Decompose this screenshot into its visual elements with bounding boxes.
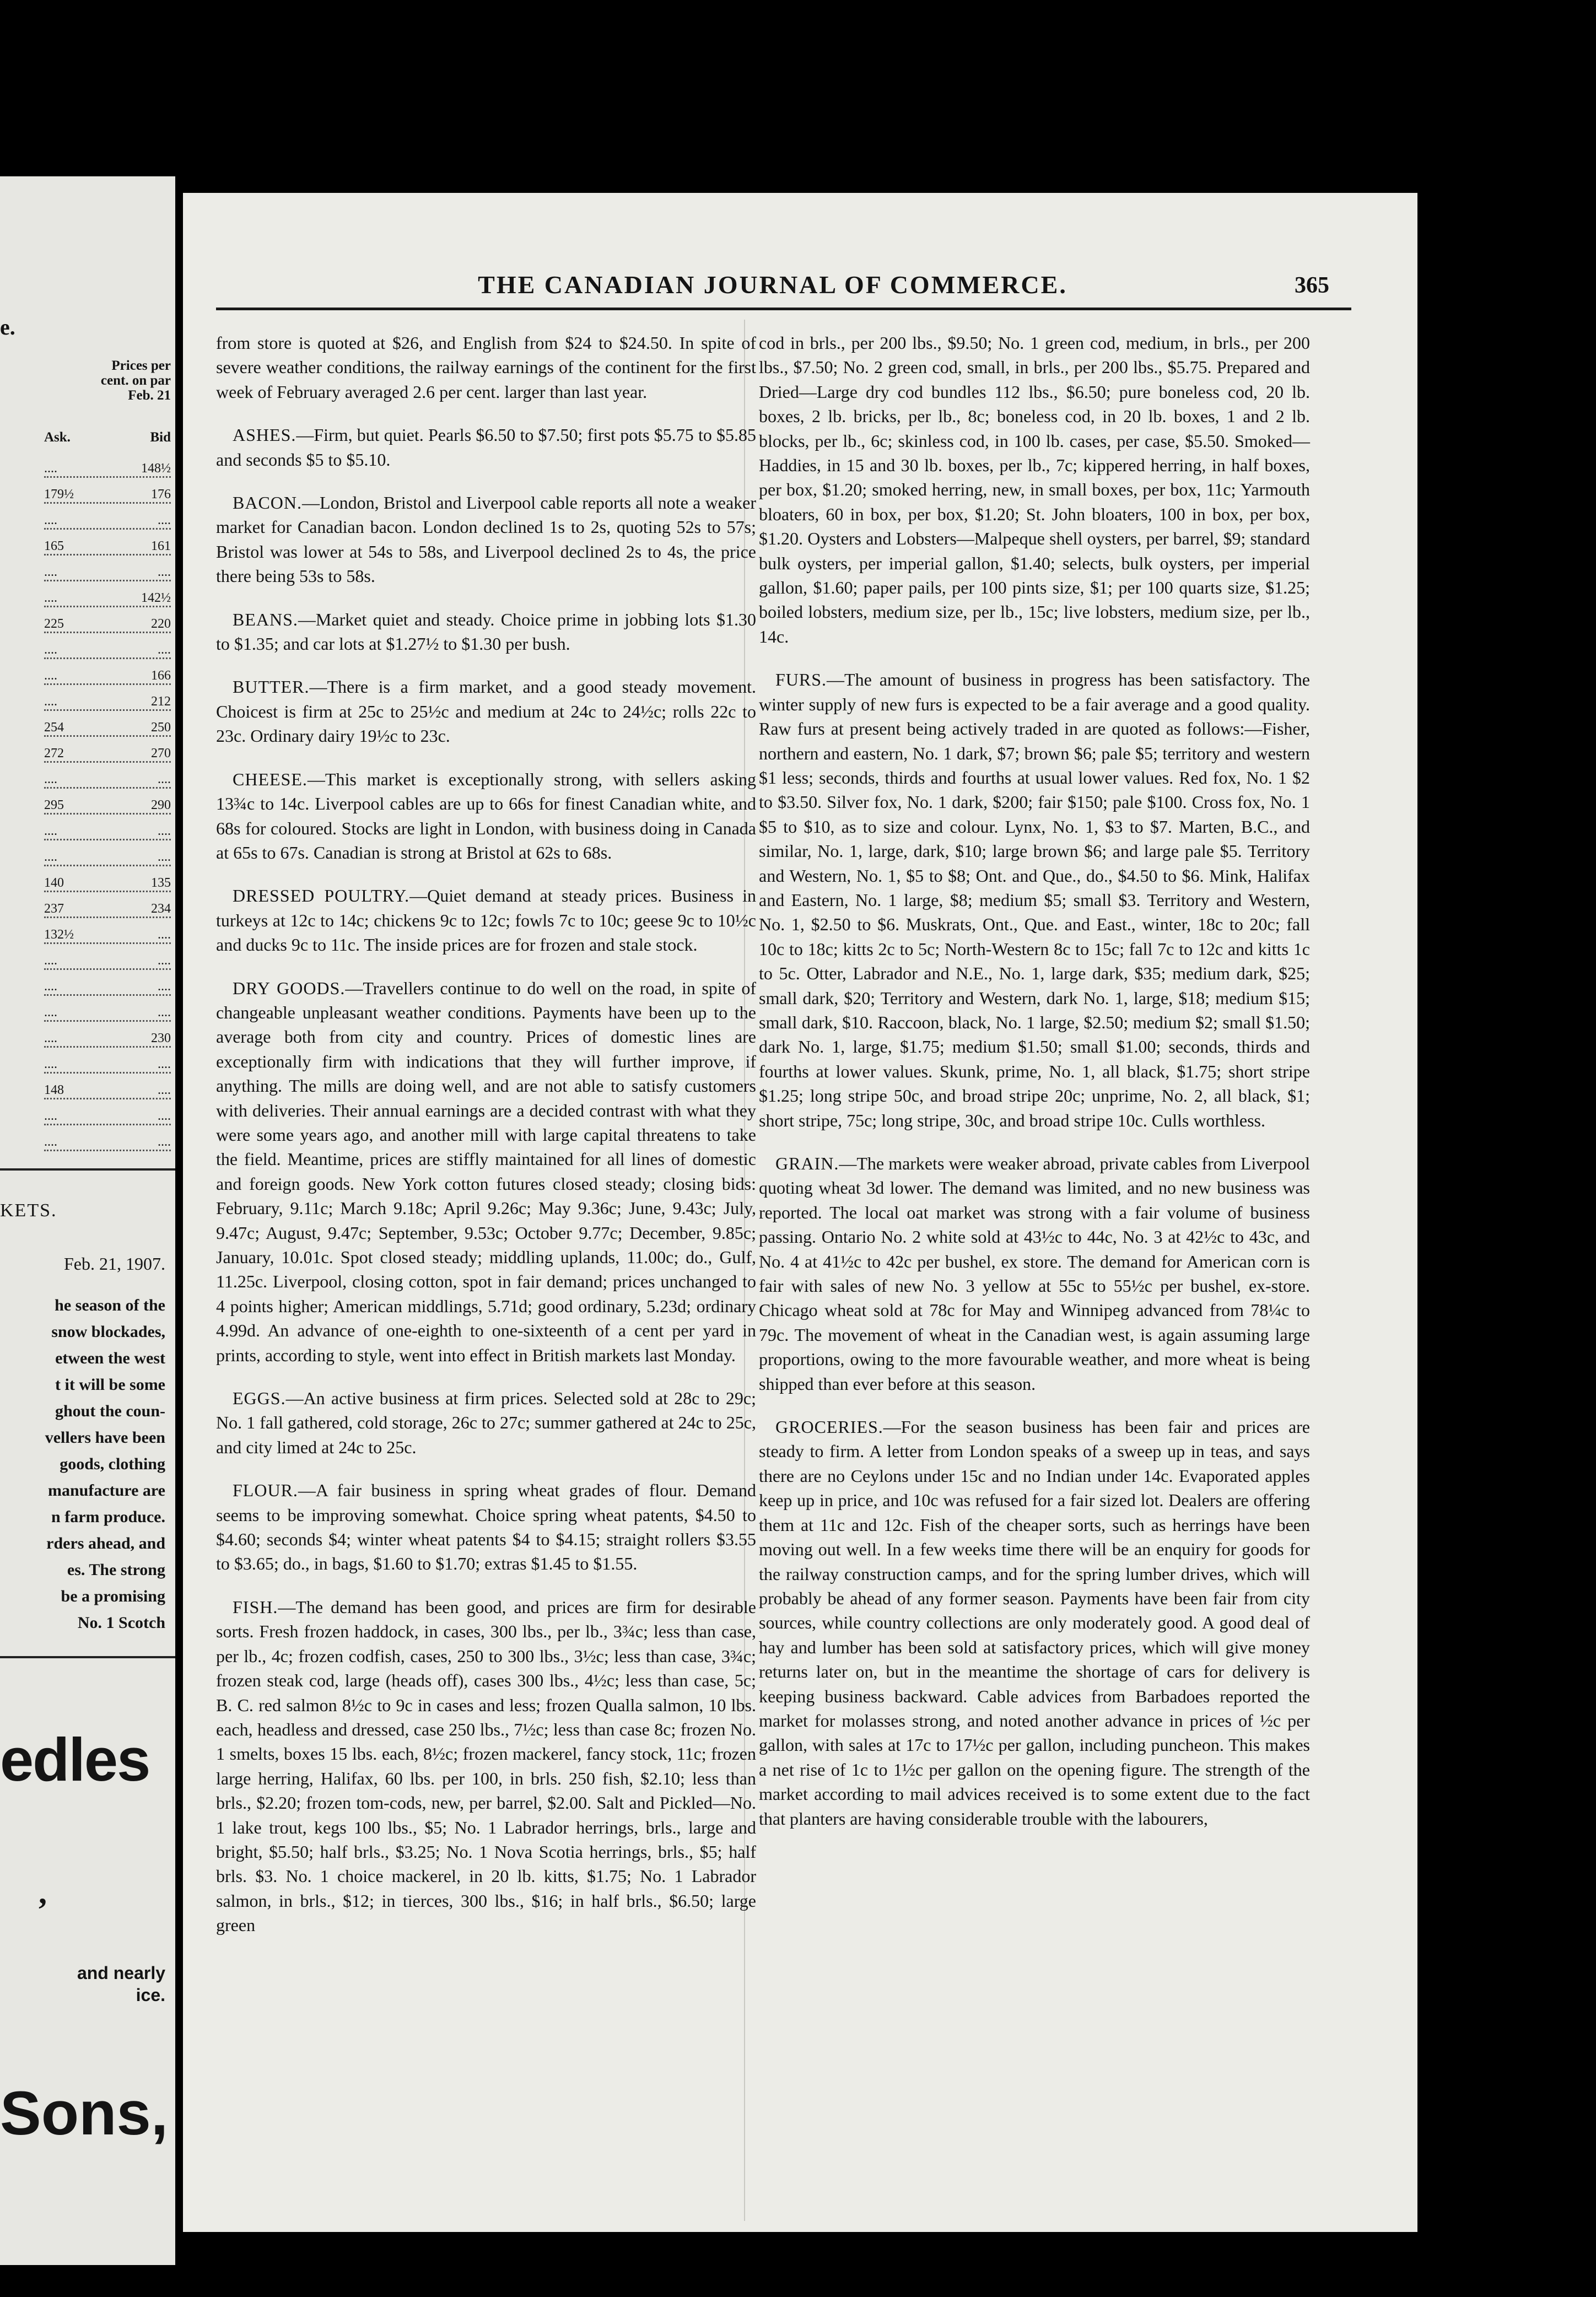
ask-value: .... (44, 772, 57, 786)
ask-value: 179½ (44, 487, 74, 502)
left-text-line: be a promising (61, 1587, 165, 1605)
ad-sons-fragment: Sons, (0, 2079, 168, 2148)
left-text-line: No. 1 Scotch (77, 1614, 165, 1632)
markets-heading-fragment: KETS. (0, 1200, 57, 1221)
ask-value: .... (44, 1057, 57, 1071)
bid-header: Bid (150, 430, 171, 445)
ask-value: 225 (44, 617, 64, 631)
left-text-line: n farm produce. (51, 1508, 165, 1526)
price-row (44, 685, 171, 711)
article-paragraph (216, 675, 756, 748)
section-heading: ASHES. (233, 425, 296, 445)
bid-value: 148½ (141, 461, 171, 476)
paragraph-text: —The markets were weaker abroad, private cables from Liverpool quoting wheat 3d lower. The demand was limited, and no new business was reported. The local oat market was strong with a fair volume of business passing. Ontario No. 2 white sold at 43½c to 44c, No. 3 at 42½c to 43c, and No. 4 at 41½c to 42c per bushel, ex store. The demand for American corn is fair with sales of new No. 3 yellow at 55c to 55½c per bushel, ex-store. Chicago wheat sold at 78c for May and Winnipeg advanced from 78¼c to 79c. The movement of wheat in the Canadian west, is again assuming large proportions, owing to the more favourable weather, and more wheat is being shipped than ever before at this season. (759, 1153, 1310, 1394)
bid-value: 270 (151, 746, 171, 761)
gutter (175, 0, 183, 2297)
article-paragraph (759, 1415, 1310, 1831)
price-row (44, 944, 171, 970)
price-row (44, 556, 171, 581)
article-paragraph (216, 331, 756, 404)
section-heading: EGGS. (233, 1388, 286, 1409)
price-row (44, 789, 171, 815)
prices-heading-line: cent. on par (100, 373, 171, 388)
paragraph-text: —The amount of business in progress has been satisfactory. The winter supply of new furs is expected to be a fair average and a good quality. Raw furs at present being actively traded in are quoted as follows:—Fisher, northern and eastern, No. 1 dark, $7; brown $6; pale $5; territory and western $1 less; seconds, thirds and fourths at usual lower values. Red fox, No. 1 $2 to $3.50. Silver fox, No. 1 dark, $200; fair $150; pale $100. Cross fox, No. 1 $5 to $10, as to size and colour. Lynx, No. 1, $3 to $7. Marten, B.C., and similar, No. 1, large, dark, $10; large brown $6; and large pale $5. Territory and Western, No. 1, $5 to $8; Ont. and Que., do., $4.50 to $6. Mink, Halifax and Eastern, No. 1 large, $8; medium $5; small $3. Territory and Western, No. 1, $2.50 to $6. Muskrats, Ont., Que. and East., winter, 18c to 20c; fall 10c to 18c; kitts 2c to 5c; North-Western 8c to 15c; fall 7c to 12c and kitts 1c to 5c. Otter, Labrador and N.E., No. 1, large dark, $35; medium dark, $25; small dark, $20; Territory and Western, dark No. 1, large, $18; medium $15; small dark, $10. Raccoon, black, No. 1 large, $2.50; medium $2; small $1.50; dark No. 1, large, $1.75; medium $1.50; small $1.00; seconds, thirds and fourths at lower values. Skunk, prime, No. 1, all black, $1.75; short stripe $1.25; long stripe 50c, and broad stripe 20c; unprime, No. 2, all black, $1; short stripe, 75c; long stripe, 30c, and broad stripe 10c. Culls worthless. (759, 670, 1310, 1130)
section-heading: FISH. (233, 1597, 278, 1617)
prices-heading-line: Feb. 21 (128, 388, 171, 403)
left-text-line: manufacture are (47, 1481, 165, 1500)
ask-value: .... (44, 1109, 57, 1123)
section-heading: DRESSED POULTRY. (233, 886, 410, 906)
ask-header: Ask. (44, 430, 71, 445)
article-paragraph (216, 490, 756, 589)
article-paragraph (759, 667, 1310, 1133)
ad-text-line: and nearly (77, 1963, 165, 1983)
ask-value: .... (44, 1005, 57, 1020)
bid-value: .... (158, 565, 171, 579)
prices-heading-line: Prices per (111, 358, 171, 373)
article-paragraph (216, 883, 756, 957)
bid-value: .... (158, 928, 171, 942)
left-text-line: etween the west (55, 1349, 165, 1367)
article-paragraph (216, 1386, 756, 1459)
price-row (44, 1074, 171, 1099)
price-row (44, 1022, 171, 1048)
left-facing-page (0, 176, 175, 2265)
bid-value: .... (158, 513, 171, 527)
ask-value: .... (44, 824, 57, 838)
price-row (44, 607, 171, 633)
price-row (44, 815, 171, 840)
bid-value: 290 (151, 798, 171, 812)
ask-value: 272 (44, 746, 64, 761)
article-paragraph (216, 423, 756, 472)
price-row (44, 504, 171, 530)
ask-value: 132½ (44, 928, 74, 942)
left-column (216, 331, 756, 1956)
section-heading: GROCERIES. (775, 1417, 883, 1437)
journal-title: THE CANADIAN JOURNAL OF COMMERCE. (478, 271, 1067, 299)
ask-value: 237 (44, 902, 64, 916)
paragraph-text: —Travellers continue to do well on the road, in spite of changeable unpleasant weather conditions. Payments have been up to the average both from city and country. Prices of domestic lines are exceptionally firm with indications that they will further improve, if anything. The mills are doing well, and are not able to satisfy customers with deliveries. Their annual earnings are a decided contrast with what they were some years ago, and another mill with large capital threatens to take the field. Meantime, prices are stiffly maintained for all lines of domestic and foreign goods. New York cotton futures closed steady; closing bids: February, 9.11c; March 9.18c; April 9.26c; May 9.36c; June, 9.43c; July, 9.47c; August, 9.47c; September, 9.53c; October 9.77c; December, 9.85c; January, 10.01c. Spot closed steady; middling uplands, 11.00c; do., Gulf, 11.25c. Liverpool, closing cotton, spot in fair demand; prices unchanged to 4 points higher; American middlings, 5.71d; good ordinary, 5.23d; ordinary 4.99d. An advance of one-eighth to one-sixteenth of a cent per yard in prints, according to style, went into effect in British markets last Monday. (216, 978, 757, 1365)
bid-value: 161 (151, 539, 171, 553)
bid-value: 234 (151, 902, 171, 916)
ad-text-line: ice. (136, 1985, 165, 2005)
bid-value: .... (158, 1135, 171, 1149)
paragraph-text: —An active business at firm prices. Selected sold at 28c to 29c; No. 1 fall gathered, cold storage, 26c to 27c; summer gathered at 24c to 25c, and city limed at 24c to 25c. (216, 1388, 756, 1457)
bid-value: .... (158, 772, 171, 786)
section-heading: GRAIN. (775, 1153, 839, 1173)
price-row (44, 711, 171, 737)
left-text-line: snow blockades, (51, 1323, 165, 1341)
paragraph-text: cod in brls., per 200 lbs., $9.50; No. 1 green cod, medium, in brls., per 200 lbs., $7.50; No. 2 green cod, small, in brls., per 200 lbs., $5.75. Prepared and Dried—Large dry cod bundles 112 lbs., $6.50; pure boneless cod, 20 lb. boxes, 2 lb. bricks, per lb., 8c; boneless cod, in 20 lb. boxes, 1 and 2 lb. blocks, per lb., 6c; skinless cod, in 100 lb. cases, per case, $5.50. Smoked—Haddies, in 15 and 30 lb. boxes, per lb., 7c; kippered herring, in half boxes, per box, $1.20; smoked herring, new, in small boxes, per box, 11c; Yarmouth bloaters, 60 in box, per box, $1.20; St. John bloaters, 100 in box, per box, $1.20. Oysters and Lobsters—Malpeque shell oysters, per barrel, $9; standard bulk oysters, per imperial gallon, $1.40; selects, bulk oysters, per imperial gallon, $1.60; paper pails, per 100 pints size, $1; per 100 quarts size, $1.25; boiled lobsters, medium size, per lb., 15c; live lobsters, medium size, per lb., 14c. (759, 333, 1310, 646)
price-row (44, 840, 171, 866)
paragraph-text: —Firm, but quiet. Pearls $6.50 to $7.50; first pots $5.75 to $5.85 and seconds $5 to $5.10. (216, 425, 756, 470)
left-text-line: rders ahead, and (46, 1534, 165, 1552)
left-text-line: es. The strong (67, 1561, 165, 1579)
article-paragraph (216, 607, 756, 656)
bid-value: 212 (151, 694, 171, 709)
ask-value: 165 (44, 539, 64, 553)
page-number: 365 (1295, 273, 1329, 298)
bid-value: 230 (151, 1031, 171, 1045)
ask-value: .... (44, 461, 57, 476)
article-paragraph (216, 976, 756, 1368)
bid-value: 176 (151, 487, 171, 502)
bid-value: 135 (151, 876, 171, 890)
ask-value: .... (44, 565, 57, 579)
price-row (44, 633, 171, 659)
ask-value: .... (44, 591, 57, 605)
ask-value: .... (44, 513, 57, 527)
ask-value: 148 (44, 1083, 64, 1097)
ad-comma: , (39, 1874, 47, 1911)
paragraph-text: —There is a firm market, and a good steady movement. Choicest is firm at 25c to 25½c and medium at 24c to 24½c; rolls 22c to 23c. Ordinary dairy 19½c to 23c. (216, 677, 756, 746)
bid-value: .... (158, 824, 171, 838)
paragraph-text: from store is quoted at $26, and English from $24 to $24.50. In spite of severe weather conditions, the railway earnings of the continent for the first week of February averaged 2.6 per cent. larger than last year. (216, 333, 756, 402)
bid-value: 166 (151, 668, 171, 683)
paragraph-text: —A fair business in spring wheat grades of flour. Demand seems to be improving somewhat. Choice spring wheat patents, $4.50 to $4.60; seconds $4; winter wheat patents $4 to $4.15; straight rollers $3.55 to $3.65; do., in bags, $1.60 to $1.70; extras $1.45 to $1.55. (216, 1480, 756, 1574)
ad-text (0, 1962, 165, 2006)
price-row (44, 996, 171, 1022)
bid-value: 220 (151, 617, 171, 631)
bid-value: .... (158, 1057, 171, 1071)
price-row (44, 530, 171, 556)
paragraph-text: —This market is exceptionally strong, with sellers asking 13¾c to 14c. Liverpool cables are up to 66s for finest Canadian white, and 68s for coloured. Stocks are light in London, with business doing in Canada at 65s to 67s. Canadian is strong at Bristol at 62s to 68s. (216, 769, 756, 862)
bid-value: .... (158, 979, 171, 994)
left-text-line: vellers have been (45, 1428, 165, 1447)
section-heading: CHEESE. (233, 769, 308, 789)
ask-value: 140 (44, 876, 64, 890)
bid-value: .... (158, 850, 171, 864)
article-paragraph (759, 331, 1310, 649)
price-row (44, 918, 171, 944)
price-row (44, 866, 171, 892)
price-row (44, 970, 171, 996)
section-heading: BUTTER. (233, 677, 310, 697)
bid-value: .... (158, 953, 171, 968)
paragraph-text: —The demand has been good, and prices are firm for desirable sorts. Fresh frozen haddock, in cases, 300 lbs., per lb., 3¾c; less than case, per lb., 4c; frozen codfish, cases, 250 to 300 lbs., 3½c; less than case, 3¾c; frozen steak cod, large (heads off), cases 300 lbs., 4½c; less than case, 5c; B. C. red salmon 8½c to 9c in cases and less; frozen Qualla salmon, 10 lbs. each, headless and dressed, case 250 lbs., 7½c; less than case 8c; frozen No. 1 smelts, boxes 15 lbs. each, 8½c; frozen mackerel, fancy stock, 11c; frozen large herring, Halifax, 60 lbs. per 100, in brls. 250 fish, $2.10; less than brls., $2.20; frozen tom-cods, new, per barrel, $2.00. Salt and Pickled—No. 1 lake trout, kegs 100 lbs., $5; No. 1 Labrador herrings, brls., large and bright, $5.50; half brls., $3.25; No. 1 Nova Scotia herrings, brls., $5; half brls. $3. No. 1 choice mackerel, in 20 lb. kitts, $1.75; No. 1 Labrador salmon, in brls., $12; in tierces, 300 lbs., $16; in half brls., $6.50; large green (216, 1597, 756, 1935)
header-rule (216, 308, 1351, 310)
paragraph-text: —London, Bristol and Liverpool cable reports all note a weaker market for Canadian bacon. London declined 1s to 2s, quoting 52s to 57s; Bristol was lower at 54s to 58s, and Liverpool declined 2s to 4s, the price there being 53s to 58s. (216, 493, 756, 586)
right-column (759, 331, 1310, 1850)
price-row (44, 1099, 171, 1125)
ask-value: .... (44, 1031, 57, 1045)
price-row (44, 659, 171, 685)
ask-value: 295 (44, 798, 64, 812)
left-text-line: he season of the (55, 1296, 165, 1314)
price-row (44, 892, 171, 918)
left-text-line: goods, clothing (60, 1455, 165, 1473)
ask-value: .... (44, 1135, 57, 1149)
bid-value: .... (158, 1083, 171, 1097)
ask-value: .... (44, 979, 57, 994)
bid-value: 250 (151, 720, 171, 735)
divider (0, 1656, 175, 1658)
ask-value: .... (44, 668, 57, 683)
price-row (44, 737, 171, 763)
bid-value: .... (158, 643, 171, 657)
bid-value: 142½ (141, 591, 171, 605)
ask-value: .... (44, 643, 57, 657)
bid-value: .... (158, 1005, 171, 1020)
price-row (44, 1048, 171, 1074)
left-page-text (0, 1292, 165, 1636)
ask-value: .... (44, 850, 57, 864)
divider (0, 1168, 175, 1171)
section-heading: FURS. (775, 670, 827, 690)
price-row (44, 763, 171, 789)
ask-value: 254 (44, 720, 64, 735)
price-row (44, 452, 171, 478)
article-paragraph (759, 1151, 1310, 1396)
bid-value: .... (158, 1109, 171, 1123)
price-row (44, 1125, 171, 1151)
article-paragraph (216, 1595, 756, 1938)
section-heading: BEANS. (233, 609, 298, 629)
price-table (44, 452, 171, 1151)
paragraph-text: —Market quiet and steady. Choice prime in jobbing lots $1.30 to $1.35; and car lots at $1.27½ to $1.30 per bush. (216, 609, 756, 654)
ask-value: .... (44, 694, 57, 709)
price-column-headers (44, 430, 171, 445)
article-paragraph (216, 767, 756, 865)
section-heading: BACON. (233, 493, 303, 513)
left-text-line: ghout the coun- (55, 1402, 165, 1420)
paragraph-text: —Quiet demand at steady prices. Business in turkeys at 12c to 14c; chickens 9c to 12c; fowls 7c to 10c; geese 9c to 10½c and ducks 9c to 11c. The inside prices are for frozen and stale stock. (216, 886, 757, 955)
left-text-line: t it will be some (55, 1376, 165, 1394)
ask-value: .... (44, 953, 57, 968)
ad-needles-fragment: edles (0, 1726, 150, 1794)
prices-heading (44, 358, 171, 403)
price-row (44, 478, 171, 504)
section-heading: DRY GOODS. (233, 978, 346, 998)
price-row (44, 581, 171, 607)
dateline: Feb. 21, 1907. (64, 1254, 165, 1274)
article-paragraph (216, 1478, 756, 1576)
scan-margin (1417, 0, 1596, 2297)
paragraph-text: —For the season business has been fair and prices are steady to firm. A letter from London speaks of a sweep up in teas, and says there are no Ceylons under 15c and no Indian under 14c. Evaporated apples keep up in price, and 10c was refused for a fair sized lot. Dealers are offering them at 11c and 12c. Fish of the cheaper sorts, such as herrings have been moving out well. In a few weeks time there will be an enquiry for goods for the railway construction camps, and for the spring lumber drives, which will probably be ahead of any former season. Payments have been fair from city sources, while country collections are only moderately good. A good deal of hay and lumber has been sold at satisfactory prices, which will give money returns later on, but in the meantime the shortage of cars for delivery is keeping business backward. Cable advices from Barbadoes reported the market for molasses strong, and noted another advance in prices of ½c per gallon, with sales at 17c to 17½c per gallon, including puncheon. This makes a net rise of 1c to 1½c per gallon on the opening figure. The strength of the market according to mail advices received is to some extent due to the fact that planters are having considerable trouble with the labourers, (759, 1417, 1310, 1829)
journal-page (183, 193, 1417, 2232)
left-page-mark: e. (0, 315, 15, 339)
section-heading: FLOUR. (233, 1480, 298, 1501)
